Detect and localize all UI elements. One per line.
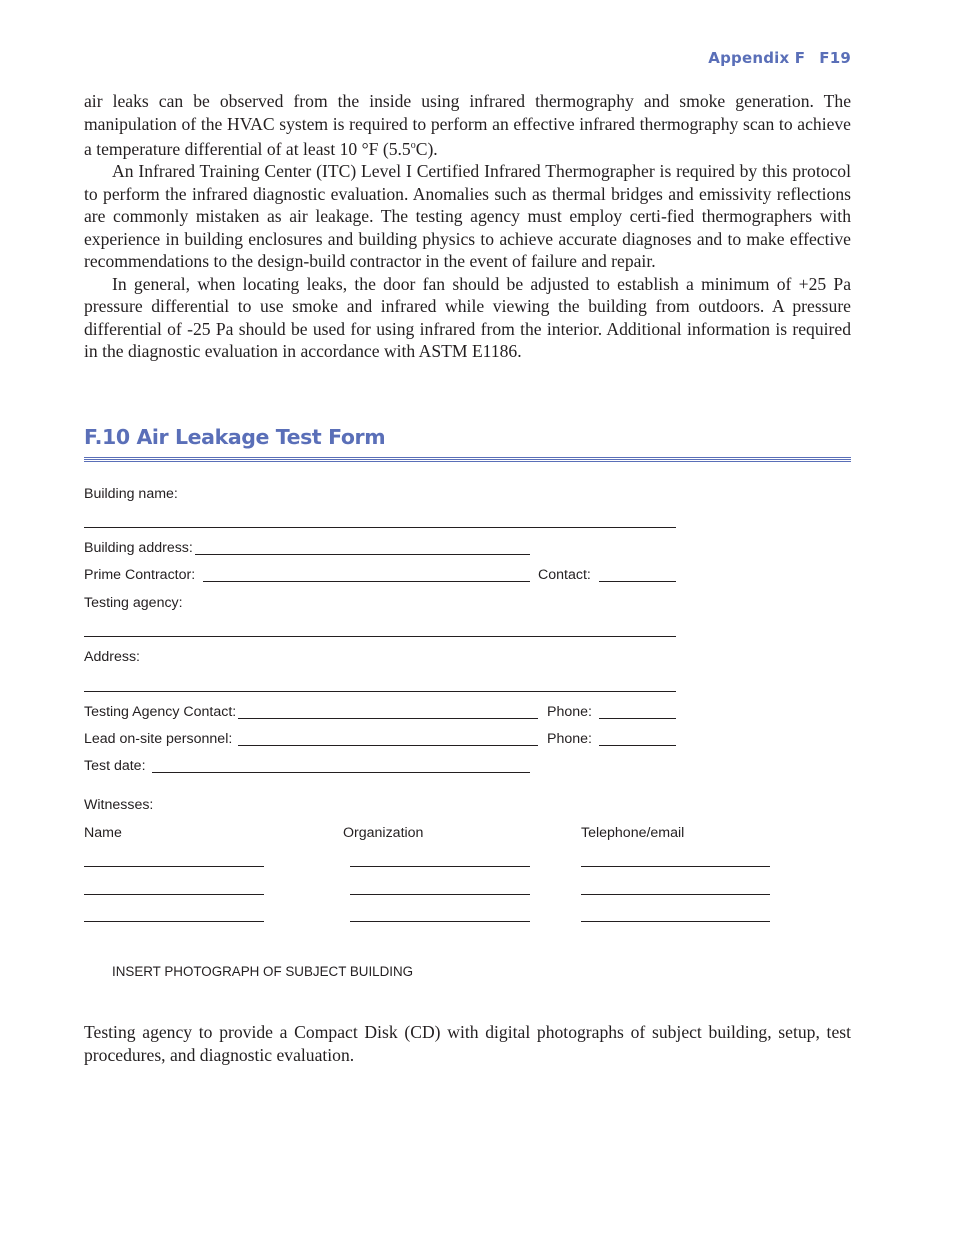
lead-onsite-label: Lead on-site personnel: — [84, 731, 233, 747]
testing-agency-contact-field[interactable] — [238, 718, 538, 719]
column-header-telephone-email: Telephone/email — [581, 825, 685, 841]
section-rule — [84, 457, 851, 458]
intro-text — [84, 90, 851, 363]
degree-superscript: o — [410, 140, 416, 151]
prime-contractor-label: Prime Contractor: — [84, 567, 196, 583]
column-header-organization: Organization — [343, 825, 424, 841]
phone-label: Phone: — [547, 731, 592, 747]
section-rule — [84, 459, 851, 460]
address-field[interactable] — [84, 691, 676, 692]
section-rule — [84, 461, 851, 462]
witnesses-label: Witnesses: — [84, 797, 154, 813]
intro-paragraph-1-text: air leaks can be observed from the inside using infrared thermography and smoke generation. The manipulation of the HVAC system is required to perform an effective infrared thermography scan to achieve a temperature differential of at least 10 °F (5.5 — [84, 91, 851, 159]
contact-field[interactable] — [599, 581, 676, 582]
test-date-field[interactable] — [152, 772, 530, 773]
testing-agency-field[interactable] — [84, 636, 676, 637]
witness-organization-field[interactable] — [350, 866, 530, 867]
building-address-field[interactable] — [195, 554, 530, 555]
address-label: Address: — [84, 649, 140, 665]
phone-field[interactable] — [599, 718, 676, 719]
building-name-label: Building name: — [84, 486, 178, 502]
witness-name-field[interactable] — [84, 921, 264, 922]
page-number: F19 — [819, 49, 851, 67]
test-date-label: Test date: — [84, 758, 146, 774]
column-header-name: Name — [84, 825, 122, 841]
phone-label: Phone: — [547, 704, 592, 720]
testing-agency-label: Testing agency: — [84, 595, 183, 611]
prime-contractor-field[interactable] — [203, 581, 530, 582]
witness-telephone-field[interactable] — [581, 894, 770, 895]
building-address-label: Building address: — [84, 540, 193, 556]
witness-organization-field[interactable] — [350, 921, 530, 922]
witness-telephone-field[interactable] — [581, 921, 770, 922]
witness-name-field[interactable] — [84, 894, 264, 895]
closing-paragraph: Testing agency to provide a Compact Disk (CD) with digital photographs of subject building, setup, test procedures, and diagnostic evaluation. — [84, 1022, 851, 1065]
photo-placeholder-caption: INSERT PHOTOGRAPH OF SUBJECT BUILDING — [112, 964, 414, 979]
building-name-field[interactable] — [84, 527, 676, 528]
intro-paragraph-2: An Infrared Training Center (ITC) Level I Certified Infrared Thermographer is required by this protocol to perform the infrared diagnostic evaluation. Anomalies such as thermal bridges and emissivity reflections are commonly mistaken as air leakage. The testing agency must employ certi-fied thermographers with experience in building enclosures and building physics to achieve accurate diagnoses and to make effective recommendations to the design-build contractor in the event of failure and repair. — [84, 161, 851, 272]
testing-agency-contact-label: Testing Agency Contact: — [84, 704, 237, 720]
phone-field[interactable] — [599, 745, 676, 746]
contact-label: Contact: — [538, 567, 591, 583]
witness-organization-field[interactable] — [350, 894, 530, 895]
closing-text — [84, 1021, 851, 1066]
intro-paragraph-1 — [84, 90, 851, 160]
intro-paragraph-3: In general, when locating leaks, the door fan should be adjusted to establish a minimum of +25 Pa pressure differential to use smoke and infrared while viewing the building from outdoors. A pressure differential of -25 Pa should be used for using infrared from the interior. Additional information is required in the diagnostic evaluation in accordance with ASTM E1186. — [84, 273, 851, 362]
witness-telephone-field[interactable] — [581, 866, 770, 867]
intro-paragraph-1-tail: C). — [415, 138, 438, 159]
running-head — [708, 49, 851, 67]
lead-onsite-field[interactable] — [238, 745, 538, 746]
witness-name-field[interactable] — [84, 866, 264, 867]
appendix-label: Appendix F — [708, 49, 806, 67]
section-title: F.10 Air Leakage Test Form — [84, 425, 386, 449]
